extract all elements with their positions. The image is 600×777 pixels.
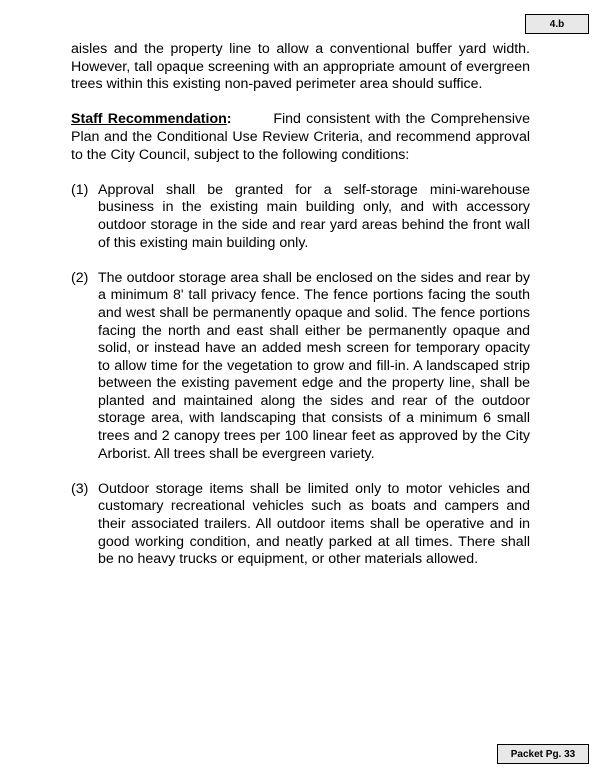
condition-text: Outdoor storage items shall be limited only to motor vehicles and customary recreational vehicles such as boats and campers and their associated trailers. All outdoor items shall be operative and in good working condition, and neatly parked at all times. There shall be no heavy trucks or equipment, or other materials allowed.: [98, 480, 530, 568]
recommendation-text: Find consistent with the Comprehensive Plan and the Conditional Use Review Criteria, and recommend approval to the City Council, subject to the following conditions:: [71, 111, 530, 163]
recommendation-paragraph: [71, 111, 530, 164]
condition-number: (1): [71, 181, 89, 198]
condition-2: [71, 270, 530, 464]
recommendation-heading: Staff Recommendation: [71, 111, 227, 128]
condition-3: [71, 481, 530, 569]
condition-text: The outdoor storage area shall be enclosed on the sides and rear by a minimum 8' tall privacy fence. The fence portions facing the south and west shall be permanently opaque and solid. The fence portions facing the north and east shall either be permanently opaque and solid, or instead have an added mesh screen for temporary opacity to allow time for the vegetation to grow and fill-in. A landscaped strip between the existing pavement edge and the property line, shall be planted and maintained along the sides and rear of the outdoor storage area, with landscaping that consists of a minimum 6 small trees and 2 canopy trees per 100 linear feet as approved by the City Arborist. All trees shall be evergreen variety.: [98, 269, 530, 462]
condition-number: (3): [71, 480, 89, 497]
recommendation-colon: :: [226, 111, 232, 128]
condition-text: Approval shall be granted for a self-storage mini-warehouse business in the existing main building only, and with accessory outdoor storage in the side and rear yard areas behind the front wall of this existing main building only.: [98, 181, 530, 251]
condition-1: [71, 182, 530, 252]
packet-page-label: Packet Pg. 33: [497, 744, 589, 764]
condition-number: (2): [71, 269, 89, 286]
document-body: [71, 41, 530, 569]
agenda-item-tag: 4.b: [525, 14, 589, 34]
continuation-paragraph: aisles and the property line to allow a conventional buffer yard width. However, tall opaque screening with an appropriate amount of evergreen trees within this existing non-paved perimeter area should suffice.: [71, 41, 530, 93]
